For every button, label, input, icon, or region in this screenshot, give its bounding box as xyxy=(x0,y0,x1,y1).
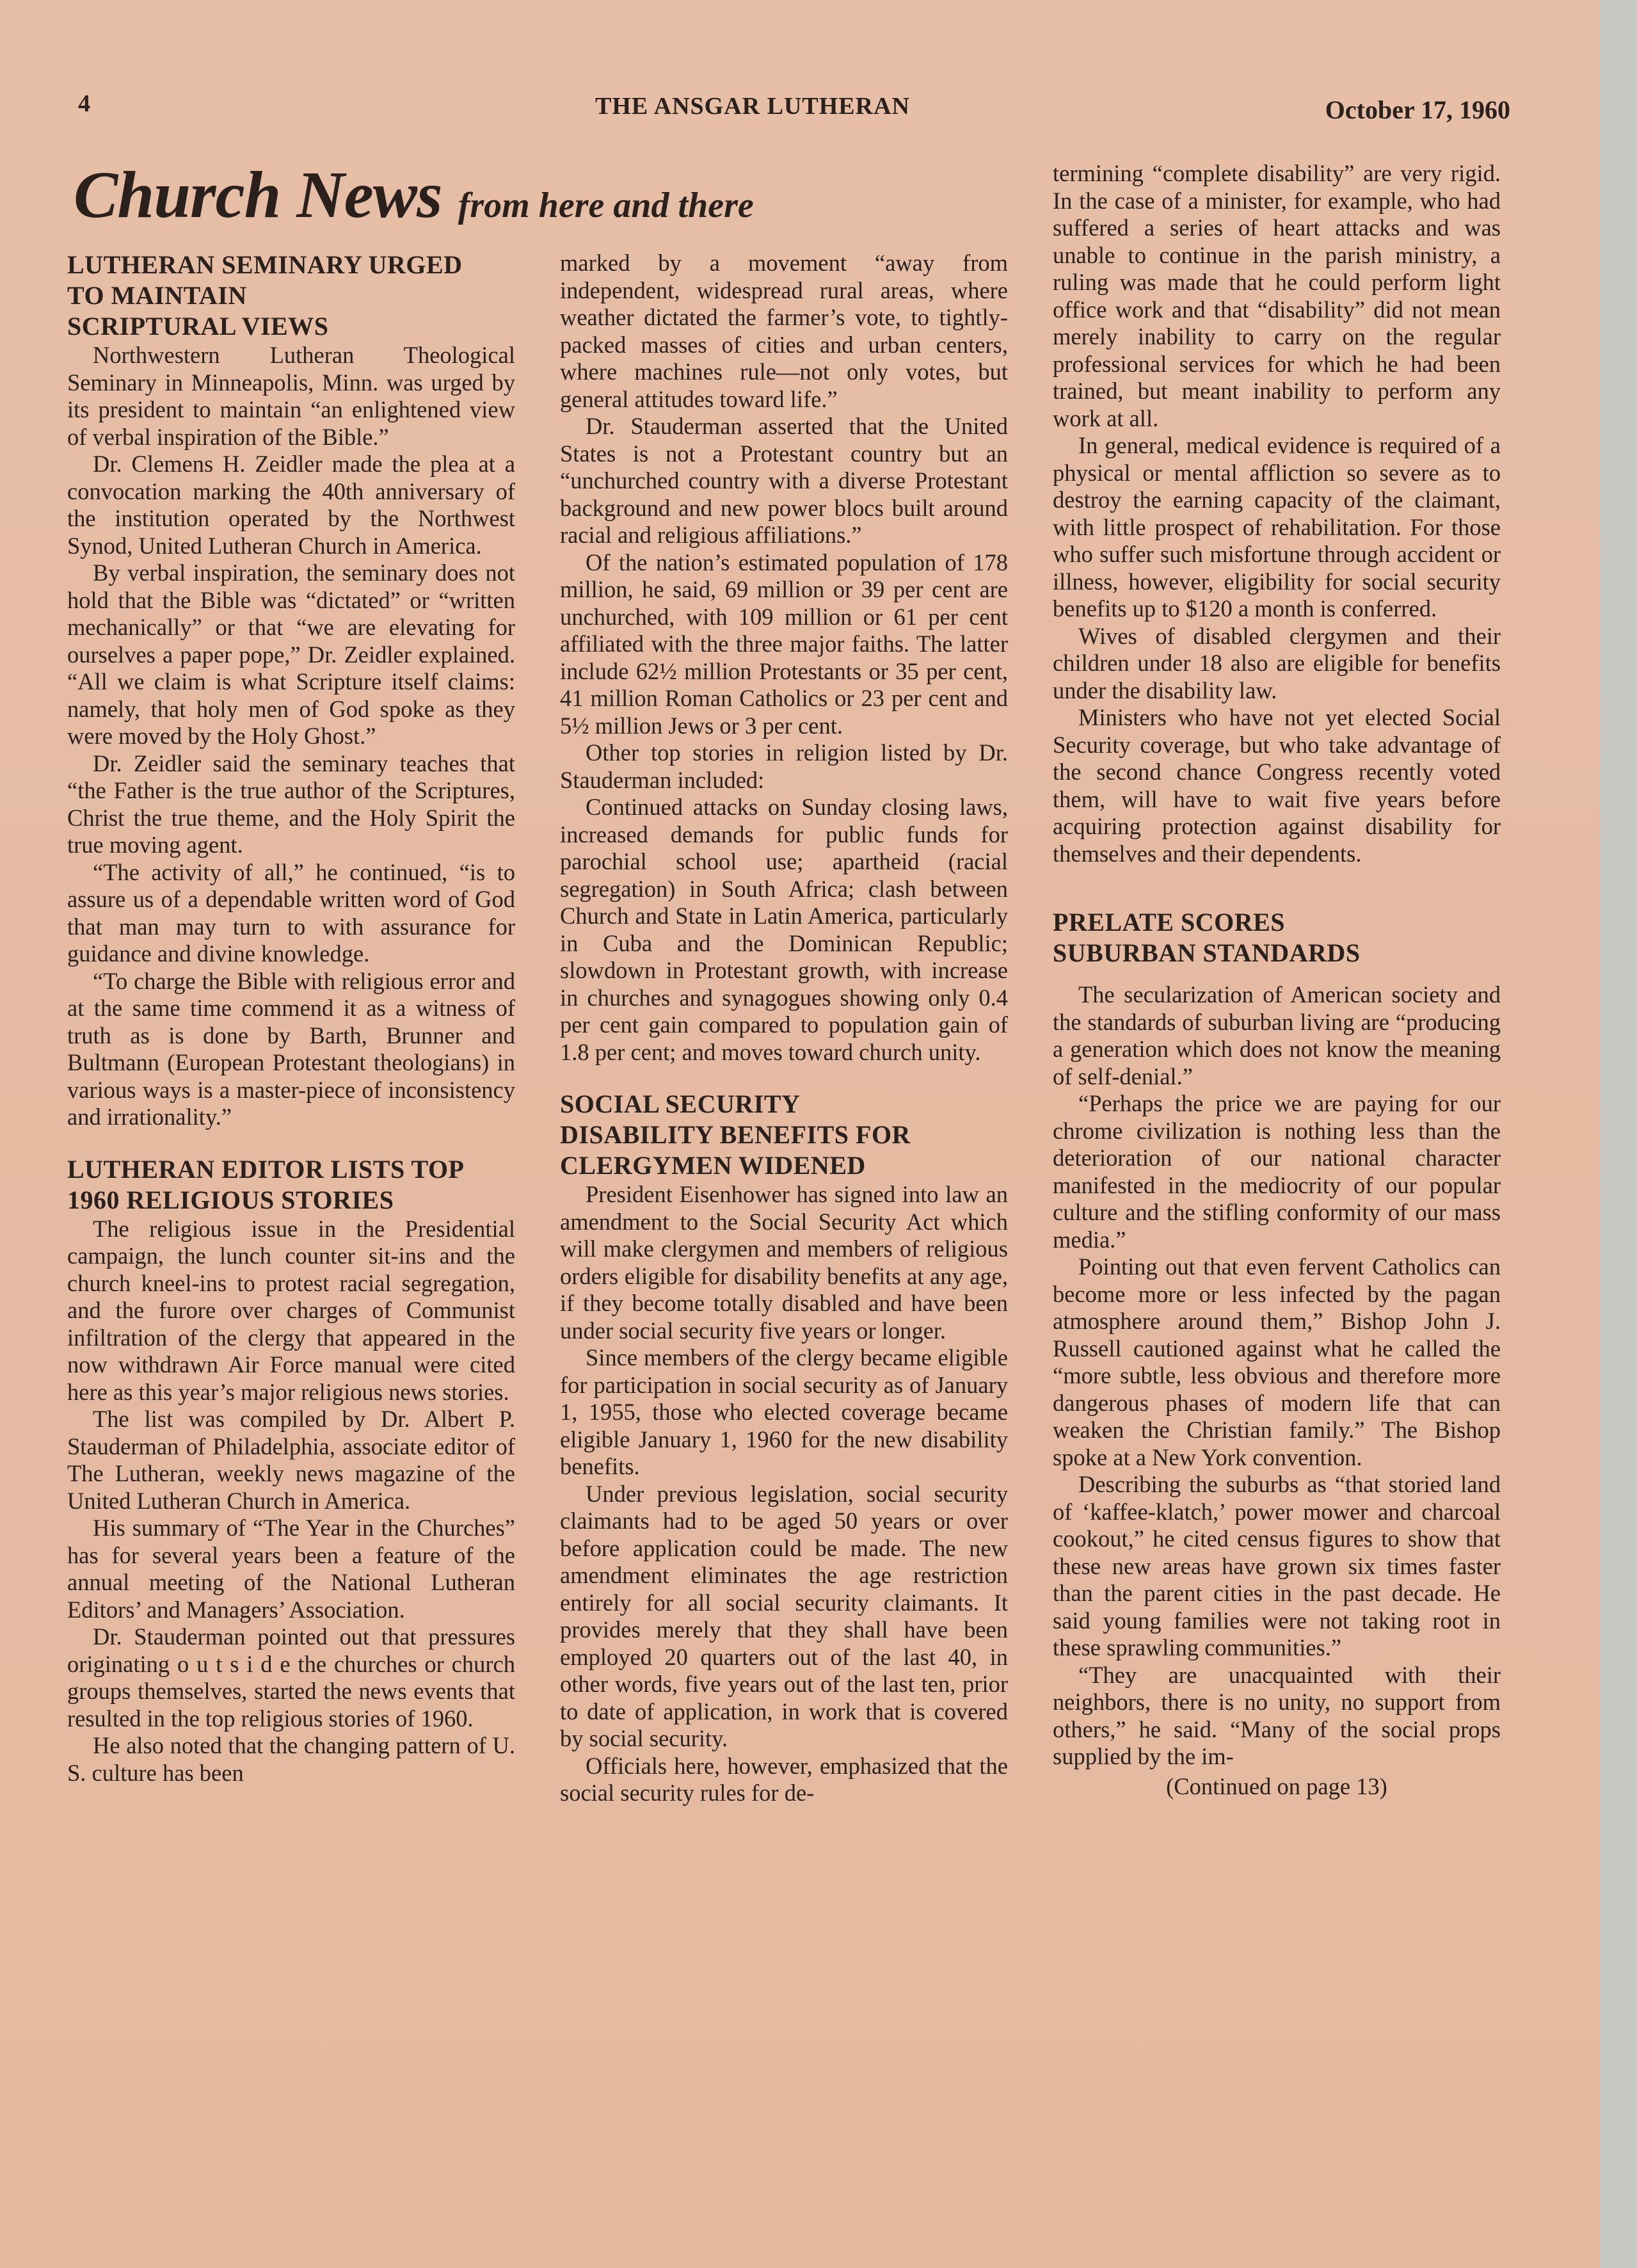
paragraph: The list was compiled by Dr. Albert P. Stauderman of Philadelphia, associate editor of The Lutheran, weekly news magazine of the United Lutheran Church in America. xyxy=(67,1406,515,1514)
headline-line: SUBURBAN STANDARDS xyxy=(1053,938,1361,967)
paragraph: “To charge the Bible with religious error and at the same time commend it as a witness of truth as is done by Barth, Brunner and Bultmann (European Protestant theologians) in various ways is a master-piece of inconsistency and irrationality.” xyxy=(67,967,515,1130)
headline-line: PRELATE SCORES xyxy=(1053,908,1286,937)
paragraph: Northwestern Lutheran Theological Seminary in Minneapolis, Minn. was urged by its president to maintain “an enlightened view of verbal inspiration of the Bible.” xyxy=(67,342,515,450)
paragraph: Of the nation’s estimated population of 178 million, he said, 69 million or 39 per cent are unchurched, with 109 million or 61 per cent affiliated with the three major faiths. The latter include 62½ million Protestants or 35 per cent, 41 million Roman Catholics or 23 per cent and 5½ million Jews or 3 per cent. xyxy=(560,549,1008,739)
paragraph: Officials here, however, emphasized that the social security rules for de- xyxy=(560,1752,1008,1806)
paragraph: Dr. Clemens H. Zeidler made the plea at a convocation marking the 40th anniversary of the institution operated by the Northwest Synod, United Lutheran Church in America. xyxy=(67,451,515,559)
page-header xyxy=(70,90,1510,134)
headline-seminary xyxy=(67,250,515,342)
paragraph: Dr. Stauderman pointed out that pressures originating o u t s i d e the churches or church groups themselves, started the news events that resulted in the top religious stories of 1960. xyxy=(67,1623,515,1732)
headline-line: SCRIPTURAL VIEWS xyxy=(67,312,329,341)
section-title: Church News xyxy=(74,158,442,232)
paragraph: President Eisenhower has signed into law an amendment to the Social Security Act which will make clergymen and members of religious orders eligible for disability benefits at any age, if they become totally disabled and have been under social security five years or longer. xyxy=(560,1181,1008,1344)
headline-line: TO MAINTAIN xyxy=(67,281,247,310)
paragraph: Dr. Zeidler said the seminary teaches that “the Father is the true author of the Scriptures, Christ the true theme, and the Holy Spirit the true moving agent. xyxy=(67,750,515,858)
headline-line: SOCIAL SECURITY xyxy=(560,1090,801,1118)
headline-line: CLERGYMEN WIDENED xyxy=(560,1151,866,1180)
paragraph: Ministers who have not yet elected Social Security coverage, but who take advantage of the second chance Congress recently voted them, will have to wait five years before acquiring protection against disability for themselves and their dependents. xyxy=(1053,704,1501,867)
headline-line: LUTHERAN EDITOR LISTS TOP xyxy=(67,1154,465,1184)
column-3 xyxy=(1053,160,1501,1800)
paragraph: “They are unacquainted with their neighbors, there is no unity, no support from others,” he said. “Many of the social props supplied by the im- xyxy=(1053,1661,1501,1769)
paragraph: Under previous legislation, social security claimants had to be aged 50 years or over before application could be made. The new amendment eliminates the age restriction entirely for all social security claimants. It provides merely that they shall have been employed 20 quarters out of the last 40, in other words, five years out of the last ten, prior to date of application, in work that is covered by social security. xyxy=(560,1480,1008,1751)
headline-line: 1960 RELIGIOUS STORIES xyxy=(67,1185,394,1214)
continued-note: (Continued on page 13) xyxy=(1166,1773,1387,1799)
paragraph: Continued attacks on Sunday closing laws, increased demands for public funds for parochial school use; apartheid (racial segregation) in South Africa; clash between Church and State in Latin America, particularly in Cuba and the Dominican Republic; slowdown in Protestant growth, with increase in churches and synagogues showing only 0.4 per cent gain compared to population gain of 1.8 per cent; and moves toward church unity. xyxy=(560,794,1008,1065)
paragraph: His summary of “The Year in the Churches” has for several years been a feature of the annual meeting of the National Lutheran Editors’ and Managers’ Association. xyxy=(67,1515,515,1623)
headline-line: DISABILITY BENEFITS FOR xyxy=(560,1120,911,1149)
issue-date: October 17, 1960 xyxy=(1325,95,1510,124)
publication-name: THE ANSGAR LUTHERAN xyxy=(595,93,910,120)
paragraph-continuation: marked by a movement “away from independent, widespread rural areas, where weather dictated the farmer’s vote, to tightly-packed masses of cities and urban centers, where machines rule—not only votes, but general attitudes toward life.” xyxy=(560,250,1008,412)
headline-line: LUTHERAN SEMINARY URGED xyxy=(67,250,463,279)
paragraph: Dr. Stauderman asserted that the United States is not a Protestant country but an “unchurched country with a diverse Protestant background and new power blocs built around racial and religious affiliations.” xyxy=(560,413,1008,548)
headline-editor xyxy=(67,1154,515,1216)
page-number: 4 xyxy=(78,90,90,117)
column-2 xyxy=(560,250,1008,1807)
column-1 xyxy=(67,250,515,1787)
headline-social-security xyxy=(560,1089,1008,1181)
paragraph: In general, medical evidence is required of a physical or mental affliction so severe as to destroy the earning capacity of the claimant, with little prospect of rehabilitation. For those who suffer such misfortune through accident or illness, however, eligibility for social security benefits up to $120 a month is conferred. xyxy=(1053,432,1501,622)
headline-prelate xyxy=(1053,907,1501,969)
paragraph: Wives of disabled clergymen and their children under 18 also are eligible for benefits under the disability law. xyxy=(1053,622,1501,704)
paragraph: “Perhaps the price we are paying for our chrome civilization is nothing less than the deterioration of our national character manifested in the mediocrity of our popular culture and the stifling conformity of our mass media.” xyxy=(1053,1090,1501,1253)
section-masthead xyxy=(74,157,754,234)
paragraph-continuation: termining “complete disability” are very rigid. In the case of a minister, for example, who had suffered a series of heart attacks and was unable to continue in the parish ministry, a ruling was made that he could perform light office work and that “disability” did not mean merely inability to carry on the regular professional services for which he had been trained, but meant inability to perform any work at all. xyxy=(1053,160,1501,431)
paragraph: By verbal inspiration, the seminary does not hold that the Bible was “dictated” or “written mechanically” or that “we are elevating for ourselves a paper pope,” Dr. Zeidler explained. “All we claim is what Scripture itself claims: namely, that holy men of God spoke as they were moved by the Holy Ghost.” xyxy=(67,559,515,749)
page-edge xyxy=(1600,0,1637,2268)
paragraph: Pointing out that even fervent Catholics can become more or less infected by the pagan atmosphere around them,” Bishop John J. Russell cautioned against what he called the “more subtle, less obvious and therefore more dangerous phases of modern life that can weaken the Christian family.” The Bishop spoke at a New York convention. xyxy=(1053,1253,1501,1470)
section-subtitle: from here and there xyxy=(458,186,754,225)
paragraph: He also noted that the changing pattern of U. S. culture has been xyxy=(67,1732,515,1786)
paragraph: “The activity of all,” he continued, “is to assure us of a dependable written word of God that man may turn to with assurance for guidance and divine knowledge. xyxy=(67,858,515,967)
paragraph: The secularization of American society and the standards of suburban living are “producing a generation which does not know the meaning of self-denial.” xyxy=(1053,981,1501,1090)
paragraph: Describing the suburbs as “that storied land of ‘kaffee-klatch,’ power mower and charcoal cookout,” he cited census figures to show that these new areas have grown six times faster than the parent cities in the past decade. He said young families were not taking root in these sprawling communities.” xyxy=(1053,1471,1501,1661)
paragraph: Other top stories in religion listed by Dr. Stauderman included: xyxy=(560,739,1008,793)
paragraph: The religious issue in the Presidential campaign, the lunch counter sit-ins and the church kneel-ins to protest racial segregation, and the furore over charges of Communist infiltration of the clergy that appeared in the now withdrawn Air Force manual were cited here as this year’s major religious news stories. xyxy=(67,1215,515,1405)
paragraph: Since members of the clergy became eligible for participation in social security as of January 1, 1955, those who elected coverage became eligible January 1, 1960 for the new disability benefits. xyxy=(560,1344,1008,1479)
